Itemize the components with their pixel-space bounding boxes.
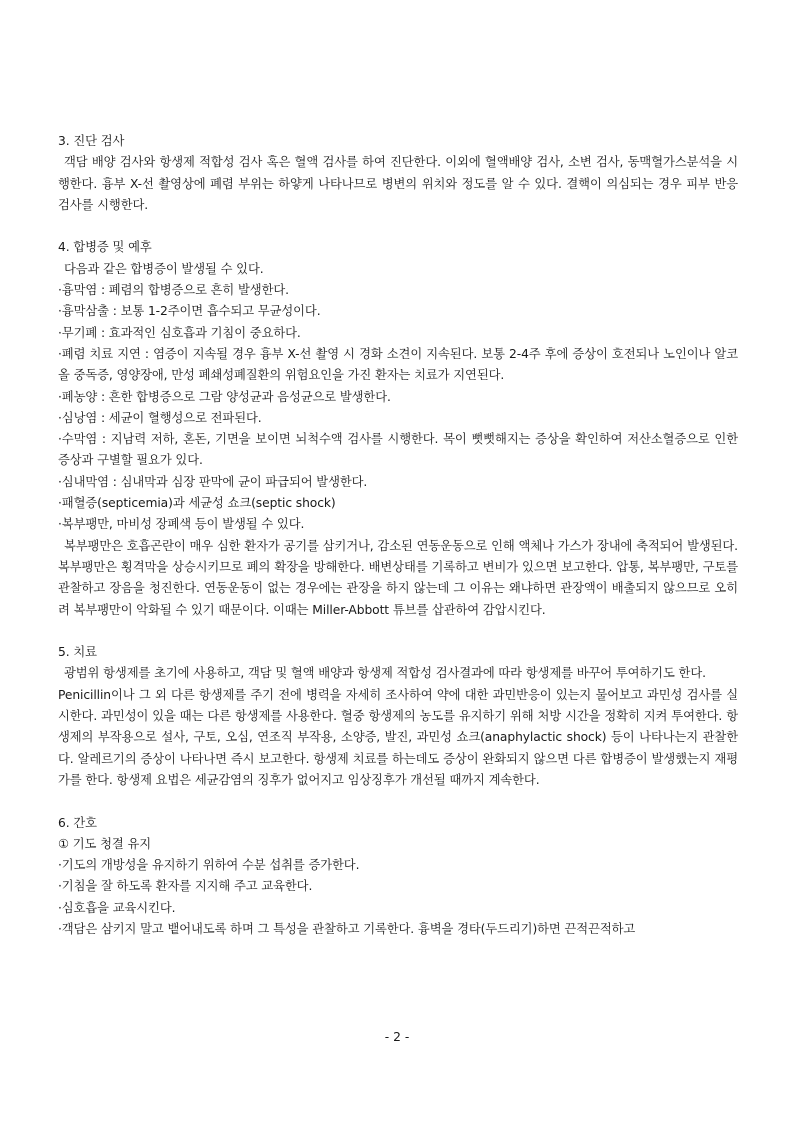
- section: [58, 813, 738, 941]
- text-line: ·심호흡을 교육시킨다.: [58, 900, 176, 915]
- text-line: ·심낭염 : 세균이 혈행성으로 전파된다.: [58, 410, 262, 425]
- paragraph: 광범위 항생제를 초기에 사용하고, 객담 및 혈액 배양과 항생제 적합성 검사결과에 따라 항생제를 바꾸어 투여하기도 한다.: [64, 666, 706, 681]
- text-line: ·폐농양 : 흔한 합병증으로 그람 양성균과 음성균으로 발생한다.: [58, 389, 391, 404]
- text-line: ·패혈증(septicemia)과 세균성 쇼크(septic shock): [58, 496, 336, 511]
- text-line: ·무기폐 : 효과적인 심호흡과 기침이 중요하다.: [58, 325, 301, 340]
- text-line: ·흉막삼출 : 보통 1-2주이면 흡수되고 무균성이다.: [58, 304, 321, 319]
- paragraph: 복부팽만은 호흡곤란이 매우 심한 환자가 공기를 삼키거나, 감소된 연동운동으로 인해 액체나 가스가 장내에 축적되어 발생된다. 복부팽만은 횡격막을 상승시키므로 폐의 확장을 방해한다. 배변상태를 기록하고 변비가 있으면 보고한다. 압통, 복부팽만, 구토를 관찰하고 장음을 청진한다. 연동운동이 없는 경우에는 관장을 하지 않는데 그 이유는 왜냐하면 관장액이 배출되지 않으므로 오히려 복부팽만이 악화될 수 있기 때문이다. 이때는 Miller-Abbott 튜브를 삽관하여 감압시킨다.: [58, 538, 738, 617]
- document-body: [58, 131, 738, 940]
- text-line: ·심내막염 : 심내막과 심장 판막에 균이 파급되어 발생한다.: [58, 474, 368, 489]
- text-line: 다음과 같은 합병증이 발생될 수 있다.: [64, 261, 264, 276]
- paragraph: Penicillin이나 그 외 다른 항생제를 주기 전에 병력을 자세히 조사하여 약에 대한 과민반응이 있는지 물어보고 과민성 검사를 실시한다. 과민성이 있을 때는 다른 항생제를 사용한다. 혈중 항생제의 농도를 유지하기 위해 처방 시간을 정확히 지켜 투여한다. 항생제의 부작용으로 설사, 구토, 오심, 연조직 부작용, 소양증, 발진, 과민성 쇼크(anaphylactic shock) 등이 나타나는지 관찰한다. 알레르기의 증상이 나타나면 즉시 보고한다. 항생제 치료를 하는데도 증상이 완화되지 않으면 다른 합병증이 발생했는지 재평가를 한다. 항생제 요법은 세균감염의 징후가 없어지고 임상징후가 개선될 때까지 계속한다.: [58, 687, 738, 787]
- section: [58, 237, 738, 620]
- section-heading: 6. 간호: [58, 815, 97, 830]
- text-line: ·기침을 잘 하도록 환자를 지지해 주고 교육한다.: [58, 879, 313, 894]
- paragraph: 객담 배양 검사와 항생제 적합성 검사 혹은 혈액 검사를 하여 진단한다. 이외에 혈액배양 검사, 소변 검사, 동맥혈가스분석을 시행한다. 흉부 X-선 촬영상에 폐렴 부위는 하얗게 나타나므로 병변의 위치와 정도를 알 수 있다. 결핵이 의심되는 경우 피부 반응 검사를 시행한다.: [58, 155, 738, 212]
- page-number: - 2 -: [384, 1030, 410, 1044]
- section-heading: 3. 진단 검사: [58, 134, 125, 148]
- text-line: ·복부팽만, 마비성 장폐색 등이 발생될 수 있다.: [58, 517, 305, 532]
- section-heading: 4. 합병증 및 예후: [58, 240, 152, 255]
- paragraph: ·폐렴 치료 지연 : 염증이 지속될 경우 흉부 X-선 촬영 시 경화 소견이 지속된다. 보통 2-4주 후에 증상이 호전되나 노인이나 알코올 중독증, 영양장애, 만성 폐쇄성폐질환의 위험요인을 가진 환자는 치료가 지연된다.: [58, 346, 738, 383]
- section-heading: 5. 치료: [58, 645, 97, 660]
- text-line: ·흉막염 : 폐렴의 합병증으로 흔히 발생한다.: [58, 283, 289, 298]
- text-line: ① 기도 청결 유지: [58, 836, 152, 851]
- section: [58, 642, 738, 791]
- section: [58, 131, 738, 216]
- text-line: ·기도의 개방성을 유지하기 위하여 수분 섭취를 증가한다.: [58, 858, 360, 873]
- text-line: ·객담은 삼키지 말고 뱉어내도록 하며 그 특성을 관찰하고 기록한다. 흉벽을 경타(두드리기)하면 끈적끈적하고: [58, 921, 636, 936]
- paragraph: ·수막염 : 지남력 저하, 혼돈, 기면을 보이면 뇌척수액 검사를 시행한다. 목이 뻣뻣해지는 증상을 확인하여 저산소혈증으로 인한 증상과 구별할 필요가 있다.: [58, 432, 738, 468]
